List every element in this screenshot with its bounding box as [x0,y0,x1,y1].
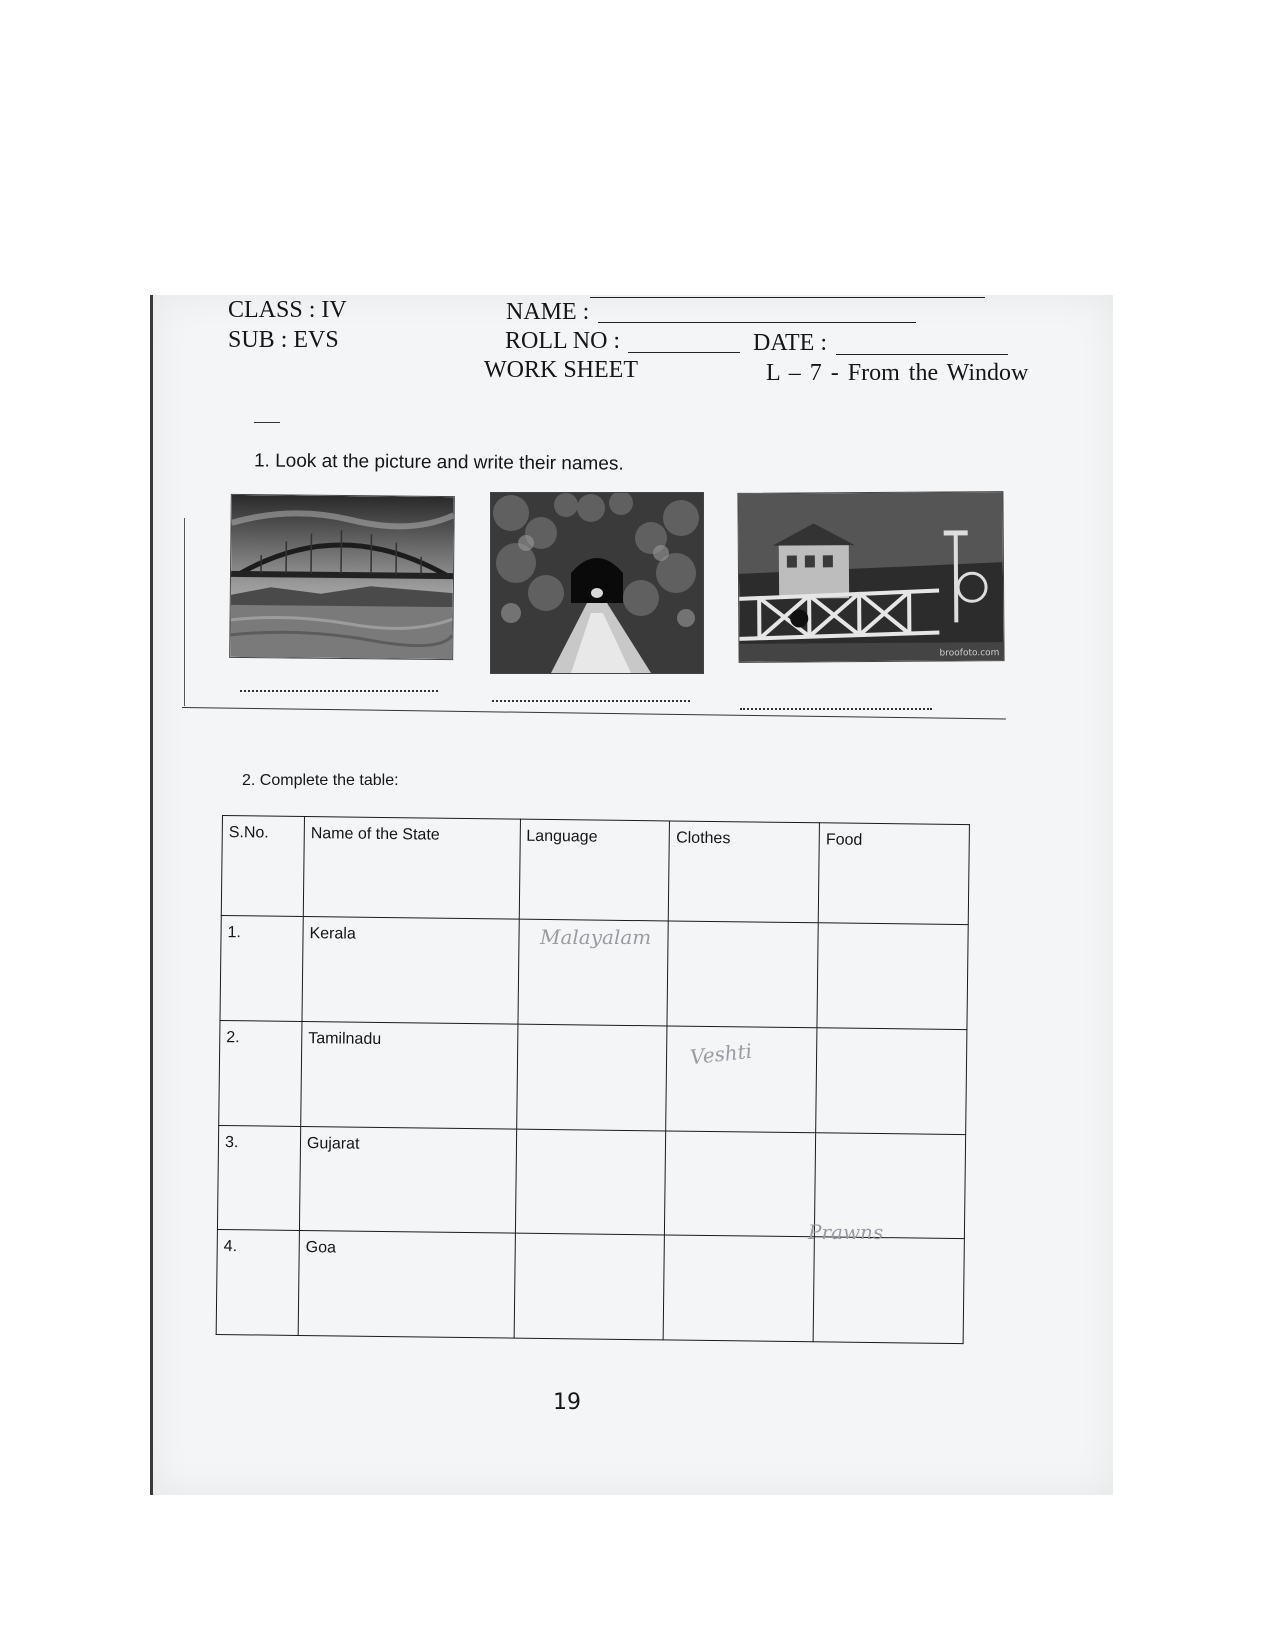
tunnel-icon [491,493,703,673]
worksheet-label: WORK SHEET [484,357,638,383]
handwritten-clothes: Veshti [688,1038,754,1070]
roll-label: ROLL NO : [505,328,621,354]
row-state: Goa [298,1231,515,1338]
header-state: Name of the State [303,817,520,920]
row-sno: 3. [217,1125,300,1231]
row-state: Kerala [302,917,519,1024]
table-row [216,1230,964,1344]
language-cell[interactable] [514,1233,665,1340]
row-state: Tamilnadu [301,1021,518,1128]
class-label: CLASS : IV [228,297,347,323]
answer-line-1[interactable] [240,690,438,692]
railway-crossing-icon [738,492,1003,662]
table-header-row [221,816,969,925]
handwritten-food: Prawns [808,1220,884,1244]
page-number: 19 [553,1390,581,1415]
food-cell[interactable] [813,1237,964,1344]
name-label: NAME : [506,299,590,325]
photo-watermark: broofoto.com [939,648,1000,659]
clothes-cell[interactable] [667,921,818,1028]
row-sno: 4. [216,1230,299,1336]
roll-blank [628,352,740,353]
language-cell[interactable] [515,1129,666,1236]
row-state: Gujarat [299,1126,516,1233]
subject-label: SUB : EVS [228,327,339,353]
clothes-cell[interactable] [663,1235,814,1342]
lesson-label: L – 7 - From the Window [766,360,1029,386]
header-food: Food [818,823,969,925]
food-cell[interactable] [817,923,968,1030]
clothes-cell[interactable] [665,1130,816,1237]
row-sno: 1. [220,915,303,1021]
handwritten-language: Malayalam [540,925,652,949]
date-blank [836,354,1008,355]
name-blank [590,297,985,298]
states-table [216,815,970,1344]
question-1-text: 1. Look at the picture and write their names. [253,450,624,475]
header-sno: S.No. [221,816,304,917]
table-row [219,1020,967,1134]
food-cell[interactable] [816,1028,967,1135]
language-cell[interactable] [516,1024,667,1131]
question-2-text: 2. Complete the table: [242,772,399,789]
row-sno: 2. [219,1020,302,1126]
name-underline [598,322,916,323]
left-margin-line [184,518,185,706]
answer-line-3[interactable] [740,708,932,710]
header-clothes: Clothes [669,821,820,923]
date-label: DATE : [753,330,827,356]
answer-line-2[interactable] [492,700,690,702]
railway-crossing-photo [737,491,1004,663]
tunnel-photo [490,492,704,674]
bridge-photo [229,494,455,660]
short-dash [254,422,280,423]
header-language: Language [519,819,670,921]
bridge-icon [230,495,454,659]
